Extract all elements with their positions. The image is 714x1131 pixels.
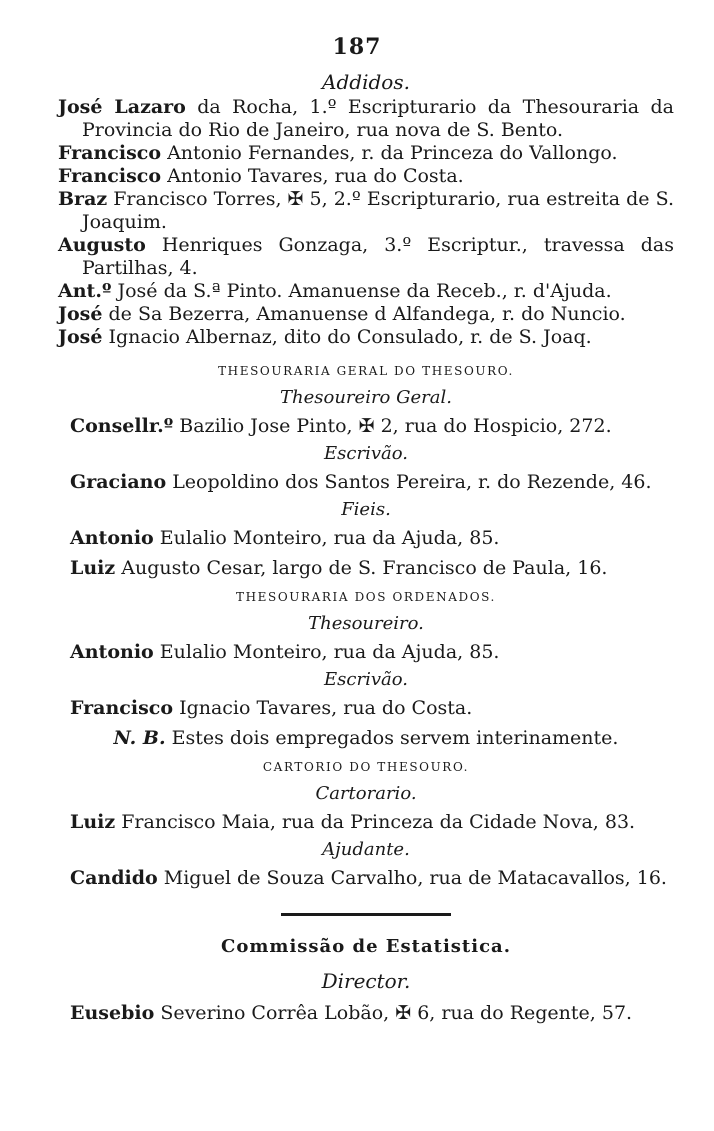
nb-text: Estes dois empregados servem interinamente. [171,727,619,749]
fieis-role: Fieis. [341,499,391,520]
entry-text: Eulalio Monteiro, rua da Ajuda, 85. [159,641,500,663]
entry-text: Eulalio Monteiro, rua da Ajuda, 85. [159,527,500,549]
entry-name: Candido [70,867,158,889]
ajudante-role: Ajudante. [322,839,410,860]
entry-name: Consellr.º [70,415,174,437]
commissao-title: Commissão de Estatistica. [221,936,511,957]
page-content [58,68,674,1028]
thesoureiro-role: Thesoureiro. [308,613,424,634]
entry-name: Francisco [58,165,162,187]
entry-name: Francisco [58,142,162,164]
addidos-title: Addidos. [322,70,410,94]
entry-text: José da S.ª Pinto. Amanuense da Receb., r. d'Ajuda. [117,280,612,302]
entry-text: Ignacio Albernaz, dito do Consulado, r. de S. Joaq. [108,326,592,348]
addidos-entry [58,303,674,326]
entry-name: Augusto [58,234,146,256]
thesouraria-geral-heading: THESOURARIA GERAL DO THESOURO. [218,364,514,378]
entry-name: Francisco [70,697,174,719]
entry-name: Ant.º [58,280,112,302]
entry-name: Graciano [70,471,167,493]
entry-text: Bazilio Jose Pinto, ✠ 2, rua do Hospicio, 272. [179,415,612,437]
nb-label: N. B. [113,727,166,749]
entry-text: Augusto Cesar, largo de S. Francisco de Paula, 16. [121,557,608,579]
entry-text: Ignacio Tavares, rua do Costa. [179,697,473,719]
entry-text: Miguel de Souza Carvalho, rua de Matacavallos, 16. [163,867,667,889]
addidos-list [58,96,674,349]
addidos-entry [58,326,674,349]
thesoureiro-geral-entry [58,411,674,441]
addidos-entry [58,280,674,303]
cartorario-entry [58,807,674,837]
addidos-entry [58,188,674,234]
entry-text: Antonio Fernandes, r. da Princeza do Vallongo. [167,142,618,164]
entry-name: Antonio [70,641,154,663]
fiel-entry [58,523,674,553]
escrivao-geral-entry [58,467,674,497]
addidos-entry [58,96,674,142]
addidos-entry [58,142,674,165]
entry-name: Eusebio [70,1002,155,1024]
entry-text: Francisco Torres, ✠ 5, 2.º Escripturario, rua estreita de S. Joaquim. [82,188,674,233]
entry-text: Antonio Tavares, rua do Costa. [167,165,464,187]
escrivao-geral-role: Escrivão. [324,443,408,464]
director-entry [58,998,674,1028]
entry-name: José [58,326,103,348]
page-number: 187 [332,34,382,60]
escrivao-entry [58,693,674,723]
entry-text: Francisco Maia, rua da Princeza da Cidade Nova, 83. [121,811,636,833]
entry-name: Antonio [70,527,154,549]
thesoureiro-entry [58,637,674,667]
nb-note [58,723,674,753]
entry-text: Leopoldino dos Santos Pereira, r. do Rezende, 46. [172,471,652,493]
director-role: Director. [321,969,411,993]
entry-name: Braz [58,188,108,210]
thesoureiro-geral-role: Thesoureiro Geral. [280,387,452,408]
entry-text: Severino Corrêa Lobão, ✠ 6, rua do Regente, 57. [160,1002,633,1024]
entry-name: Luiz [70,811,116,833]
ajudante-entry [58,863,674,893]
entry-text: de Sa Bezerra, Amanuense d Alfandega, r. do Nuncio. [108,303,626,325]
fiel-entry [58,553,674,583]
thesouraria-ordenados-heading: THESOURARIA DOS ORDENADOS. [236,590,496,604]
entry-name: José [58,303,103,325]
addidos-entry [58,234,674,280]
cartorio-heading: CARTORIO DO THESOURO. [262,760,470,774]
escrivao-role: Escrivão. [324,669,408,690]
entry-name: Luiz [70,557,116,579]
entry-text: da Rocha, 1.º Escripturario da Thesouraria da Provincia do Rio de Janeiro, rua nova de S. Bento. [82,96,674,141]
entry-name: José Lazaro [58,96,186,118]
addidos-entry [58,165,674,188]
section-divider [281,913,451,916]
cartorario-role: Cartorario. [315,783,417,804]
entry-text: Henriques Gonzaga, 3.º Escriptur., travessa das Partilhas, 4. [82,234,674,279]
